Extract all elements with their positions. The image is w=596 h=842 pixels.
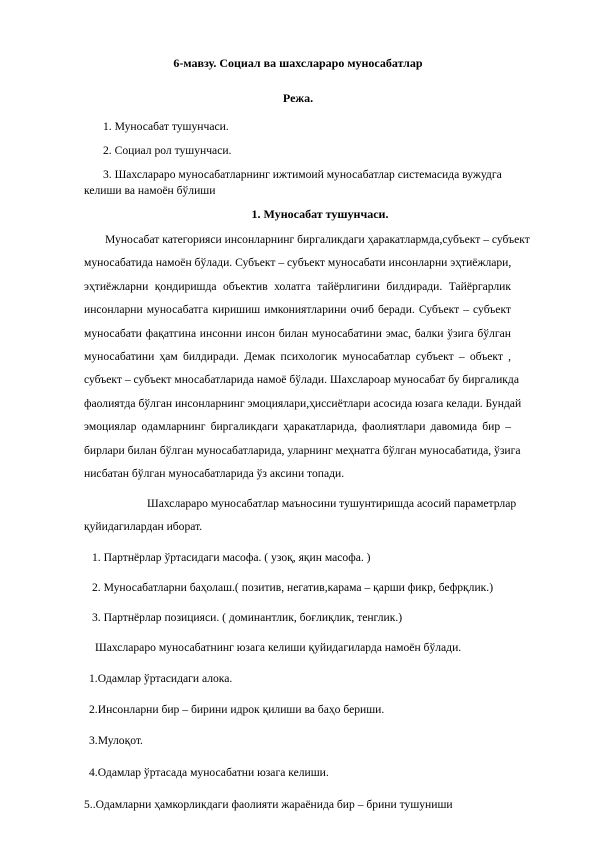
paragraph-line: қуйидагилардан иборат.: [84, 520, 203, 533]
paragraph-line: муносабатини ҳам билдиради. Демак психологик муносабатлар субъект – объект ,: [84, 350, 511, 363]
manifest-item: 5..Одамларни ҳамкорликдаги фаолияти жараёнида бир – брини тушуниши: [84, 798, 453, 811]
plan-heading: Режа.: [282, 91, 314, 105]
paragraph-line: муносабати фақатгина инсонни инсон билан муносабатини эмас, балки ўзига бўлган: [84, 327, 511, 340]
paragraph-line: эҳтиёжларни қондиришда объектив холатга тайёрлигини билдиради. Тайёргарлик: [84, 280, 511, 293]
paragraph-line: субъект – субъект мносабатларида намоё бўлади. Шахслароар муносабат бу биргаликда: [84, 373, 519, 386]
manifest-item: 1.Одамлар ўртасидаги алока.: [89, 672, 233, 685]
manifest-item: 3.Мулоқот.: [89, 734, 143, 747]
manifest-intro: Шахслараро муносабатнинг юзага келиши қуйидагиларда намоён бўлади.: [95, 641, 462, 654]
parameter-item: 2. Муносабатларни баҳолаш.( позитив, негатив,карама – қарши фикр, бефрқлик.): [92, 581, 494, 594]
paragraph-line: эмоциялар одамларнинг биргаликдаги ҳаракатларида, фаолиятлари давомида бир –: [84, 420, 511, 433]
plan-item-continuation: келиши ва намоён бўлиши: [84, 184, 216, 197]
paragraph-line: фаолиятда бўлган инсонларнинг эмоциялари,ҳиссиётлари асосида юзага келади. Бундай: [84, 397, 522, 410]
plan-item: 3. Шахслараро муносабатларнинг ижтимоий муносабатлар системасида вужудга: [103, 168, 502, 181]
parameter-item: 3. Партнёрлар позицияси. ( доминантлик, боғлиқлик, тенглик.): [92, 611, 403, 624]
plan-item: 1. Муносабат тушунчаси.: [103, 120, 229, 133]
manifest-item: 4.Одамлар ўртасада муносабатни юзага келиши.: [89, 766, 329, 779]
paragraph-line: Шахслараро муносабатлар маъносини тушунтиришда асосий параметрлар: [147, 497, 517, 510]
paragraph-line: инсонларни муносабатга киришиш имкониятларини очиб беради. Субъект – субъект: [84, 303, 511, 316]
paragraph-line: Муносабат категорияси инсонларнинг биргаликдаги ҳаракатлармда,субъект – субъект: [105, 233, 530, 246]
paragraph-line: нисбатан бўлган муносабатларида ўз аксини топади.: [84, 467, 345, 480]
manifest-item: 2.Инсонларни бир – бирини идрок қилиши ва баҳо бериши.: [89, 703, 385, 716]
plan-item: 2. Социал рол тушунчаси.: [103, 144, 232, 157]
document-title: 6-мавзу. Социал ва шахслараро муносабатлар: [173, 56, 423, 70]
paragraph-line: муносабатида намоён бўлади. Субъект – субъект муносабати инсонларни эҳтиёжлари,: [84, 256, 512, 269]
paragraph-line: бирлари билан бўлган муносабатларида, уларнинг меҳнатга бўлган муносабатида, ўзига: [84, 444, 521, 457]
section-heading: 1. Муносабат тушунчаси.: [251, 207, 389, 221]
parameter-item: 1. Партнёрлар ўртасидаги масофа. ( узоқ, яқин масофа. ): [92, 551, 371, 564]
